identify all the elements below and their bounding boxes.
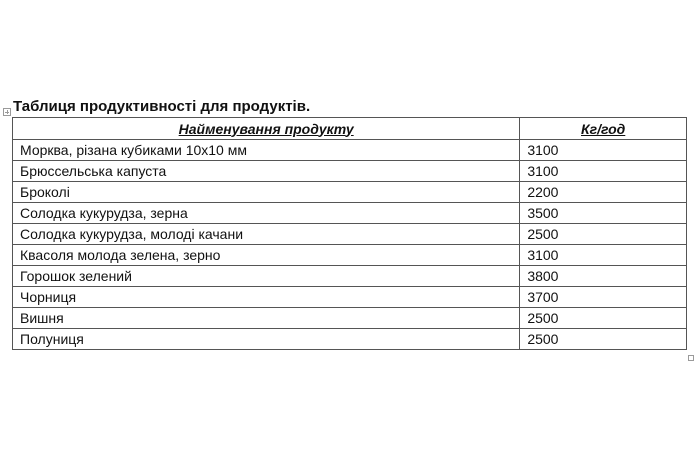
table-row (13, 140, 687, 161)
kg-per-hour-cell[interactable]: 3100 (520, 161, 687, 182)
table-row (13, 329, 687, 350)
product-name-cell[interactable]: Вишня (13, 308, 520, 329)
product-name-cell[interactable]: Полуниця (13, 329, 520, 350)
table-row (13, 182, 687, 203)
kg-per-hour-cell[interactable]: 3800 (520, 266, 687, 287)
table-resize-handle-icon[interactable] (688, 355, 694, 361)
table-row (13, 266, 687, 287)
kg-per-hour-cell[interactable]: 3100 (520, 140, 687, 161)
table-row (13, 203, 687, 224)
kg-per-hour-cell[interactable]: 3100 (520, 245, 687, 266)
table-row (13, 287, 687, 308)
kg-per-hour-cell[interactable]: 2500 (520, 329, 687, 350)
product-name-cell[interactable]: Чорниця (13, 287, 520, 308)
table-header-row (13, 118, 687, 140)
kg-per-hour-cell[interactable]: 3700 (520, 287, 687, 308)
table-row (13, 308, 687, 329)
kg-per-hour-cell[interactable]: 3500 (520, 203, 687, 224)
table-row (13, 245, 687, 266)
product-name-cell[interactable]: Брюссельська капуста (13, 161, 520, 182)
product-name-cell[interactable]: Солодка кукурудза, зерна (13, 203, 520, 224)
product-name-cell[interactable]: Квасоля молода зелена, зерно (13, 245, 520, 266)
header-product-name: Найменування продукту (13, 118, 520, 140)
table-move-handle-icon[interactable] (3, 108, 11, 116)
kg-per-hour-cell[interactable]: 2500 (520, 308, 687, 329)
product-name-cell[interactable]: Морква, різана кубиками 10х10 мм (13, 140, 520, 161)
product-name-cell[interactable]: Броколі (13, 182, 520, 203)
table-title: Таблиця продуктивності для продуктів. (13, 98, 311, 115)
header-kg-per-hour: Кг/год (520, 118, 687, 140)
kg-per-hour-cell[interactable]: 2200 (520, 182, 687, 203)
product-name-cell[interactable]: Горошок зелений (13, 266, 520, 287)
product-table (12, 117, 687, 350)
table-row (13, 224, 687, 245)
kg-per-hour-cell[interactable]: 2500 (520, 224, 687, 245)
table-row-end-marker (686, 184, 690, 206)
product-name-cell[interactable]: Солодка кукурудза, молоді качани (13, 224, 520, 245)
table-row (13, 161, 687, 182)
